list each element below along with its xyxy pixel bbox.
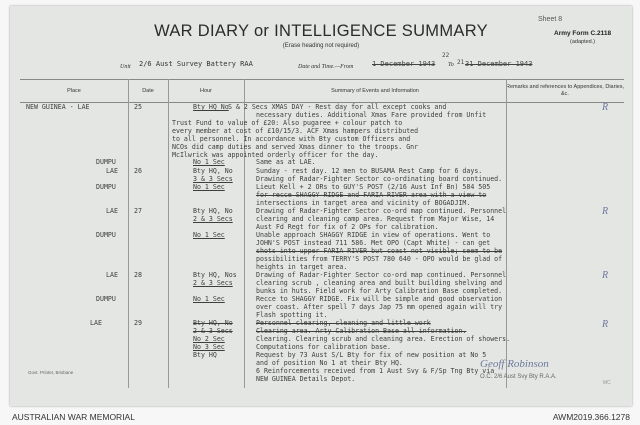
hour-entry: 2 & 3 Secs [193,327,233,335]
summary-line: Drawing of Radar-Fighter Sector co-ordinating board continued. [256,175,503,183]
credit-left: AUSTRALIAN WAR MEMORIAL [12,412,135,422]
hour-entry: Bty HQ No [193,103,229,111]
footer-line: 6 Reinforcements received from 1 Aust Svy & F/Sp Tng Bty via [256,367,495,375]
column-divider [168,79,169,388]
date-to: 31 December 1943 [465,60,533,68]
summary-line: McIlwrick was appointed orderly officer for the day. [172,151,379,159]
place-entry: NEW GUINEA - LAE [26,103,90,111]
remarks-initials: R [602,102,609,113]
hour-entry: Bty HQ, No [193,167,233,175]
hour-entry: 2 & 3 Secs [193,215,233,223]
summary-line: shots into upper FARIA RIVER but coast not visible; seem to be [256,247,503,255]
summary-line: over coast. After spell 7 days Jap 75 mm opened again will try [256,303,503,311]
summary-line: S & 2 Secs XMAS DAY - Rest day for all except cooks and [228,103,447,111]
date-entry: 26 [134,167,142,175]
date-entry: 29 [134,319,142,327]
place-entry: DUMPU [96,295,116,303]
summary-line: Lieut Kell + 2 ORs to GUY'S POST (2/16 Aust Inf Bn) 584 505 [256,183,491,191]
place-entry: LAE [106,207,118,215]
summary-line: Same as at LAE. [256,158,316,166]
summary-line: Personnel clearing, cleaning and little work [256,319,431,327]
hour-entry: No 3 Sec [193,343,225,351]
date-from: 1 December 1943 [372,60,436,68]
diary-sheet [10,6,632,406]
remarks-initials: R [602,319,609,330]
summary-line: NCOs did camp duties and served Xmas dinner to the troops. Gnr [172,143,419,151]
date-entry: 27 [134,207,142,215]
hour-entry: No 1 Sec [193,295,225,303]
summary-line: intersections in target area and vicinity of BOGADJIM. [256,199,471,207]
summary-line: and of position No 1 at their Bty HQ. [256,359,403,367]
remarks-initials: R [602,270,609,281]
corner-mark: MC [603,380,611,386]
summary-line: bunks in huts. Field work for Arty Calibration Base completed. [256,287,503,295]
form-number: Army Form C.2118 [554,30,612,37]
place-entry: DUMPU [96,183,116,191]
summary-line: Unable approach SHAGGY RIDGE in view of operations. Went to [256,231,491,239]
hour-entry: No 1 Sec [193,183,225,191]
summary-line: Clearing area. Arty Calibration Base all information. [256,327,467,335]
hour-entry: 3 & 3 Secs [193,175,233,183]
unit-value: 2/6 Aust Survey Battery RAA [139,60,253,68]
place-entry: LAE [106,167,118,175]
place-entry: LAE [90,319,102,327]
summary-line: Trust Fund to value of £20: Also pugaree + colour patch to [172,119,403,127]
date-to-prefix: To [448,62,454,68]
summary-line: Recce to SHAGGY RIDGE. Fix will be simple and good observation [256,295,503,303]
summary-line: Flash spotting it. [256,311,328,319]
column-divider [128,79,129,388]
summary-line: possibilities from TERRY'S POST 780 640 - OPO would be glad of [256,255,503,263]
page-subtitle: (Erase heading not required) [282,43,360,49]
hour-entry: No 1 Sec [193,231,225,239]
summary-line: JOHN'S POST instead 711 586. Met OPO (Capt White) - can get [256,239,491,247]
summary-line: clearing scrub , cleaning area and built building shelving and [256,279,503,287]
hour-entry: 2 & 3 Secs [193,279,233,287]
date-to-correction: 21 [457,59,465,66]
date-label: Date and Time.—From [298,64,354,70]
summary-line: Computations for calibration base. [256,343,391,351]
footer-line: NEW GUINEA Details Depot. [256,375,356,383]
summary-line: Clearing. Clearing scrub and cleaning area. Erection of showers. [256,335,511,343]
date-entry: 28 [134,271,142,279]
summary-line: every member at cost of £10/15/3. ACF Xmas hampers distributed [172,127,419,135]
col-place-header: Place [20,79,128,103]
signature-title: O.C. 2/6 Aust Svy Bty R.A.A. [480,374,557,380]
summary-line: Sunday - rest day. 12 men to BUSAMA Rest Camp for 6 days. [256,167,483,175]
unit-label: Unit [120,64,131,70]
summary-line: to all personnel. In accordance with Bty custom Officers and [172,135,411,143]
printer-mark: Govt. Printer, Brisbane [28,370,74,375]
date-entry: 25 [134,103,142,111]
hour-entry: Bty HQ, Nos [193,271,237,279]
summary-line: Aust Fd Regt for fix of 2 OPs for calibration. [256,223,439,231]
place-entry: LAE [106,271,118,279]
signature: Geoff Robinson [480,358,549,370]
date-from-correction: 22 [442,52,450,59]
page-title: WAR DIARY or INTELLIGENCE SUMMARY [154,22,488,40]
col-hour-header: Hour [168,79,244,103]
hour-entry: Bty HQ [193,351,217,359]
summary-line: Drawing of Radar-Fighter Sector co-ord map continued. Personnel [256,207,507,215]
summary-line: necessary duties. Additional Xmas Fare provided from Unfit [256,111,487,119]
credit-right: AWM2019.366.1278 [552,412,630,422]
form-note: (adapted.) [570,39,596,45]
sheet-number: Sheet 8 [538,16,563,23]
col-remarks-header: Remarks and references to Appendices, Diaries, &c. [506,79,624,103]
col-date-header: Date [128,79,168,103]
place-entry: DUMPU [96,158,116,166]
summary-line: Drawing of Radar-Fighter Sector co-ord map continued. Personnel [256,271,507,279]
place-entry: DUMPU [96,231,116,239]
summary-line: Request by 73 Aust S/L Bty for fix of new position at No 5 [256,351,487,359]
remarks-initials: R [602,206,609,217]
hour-entry: No 2 Sec [193,335,225,343]
hour-entry: No 1 Sec [193,158,225,166]
summary-line: heights in target area. [256,263,348,271]
col-summary-header: Summary of Events and Information [244,79,506,103]
summary-line: clearing and cleaning camp area. Request from Major Wise, 14 [256,215,495,223]
summary-line: for recce SHAGGY RIDGE and FARIA RIVER area with a view to [256,191,487,199]
hour-entry: Bty HQ, No [193,319,233,327]
hour-entry: Bty HQ, No [193,207,233,215]
